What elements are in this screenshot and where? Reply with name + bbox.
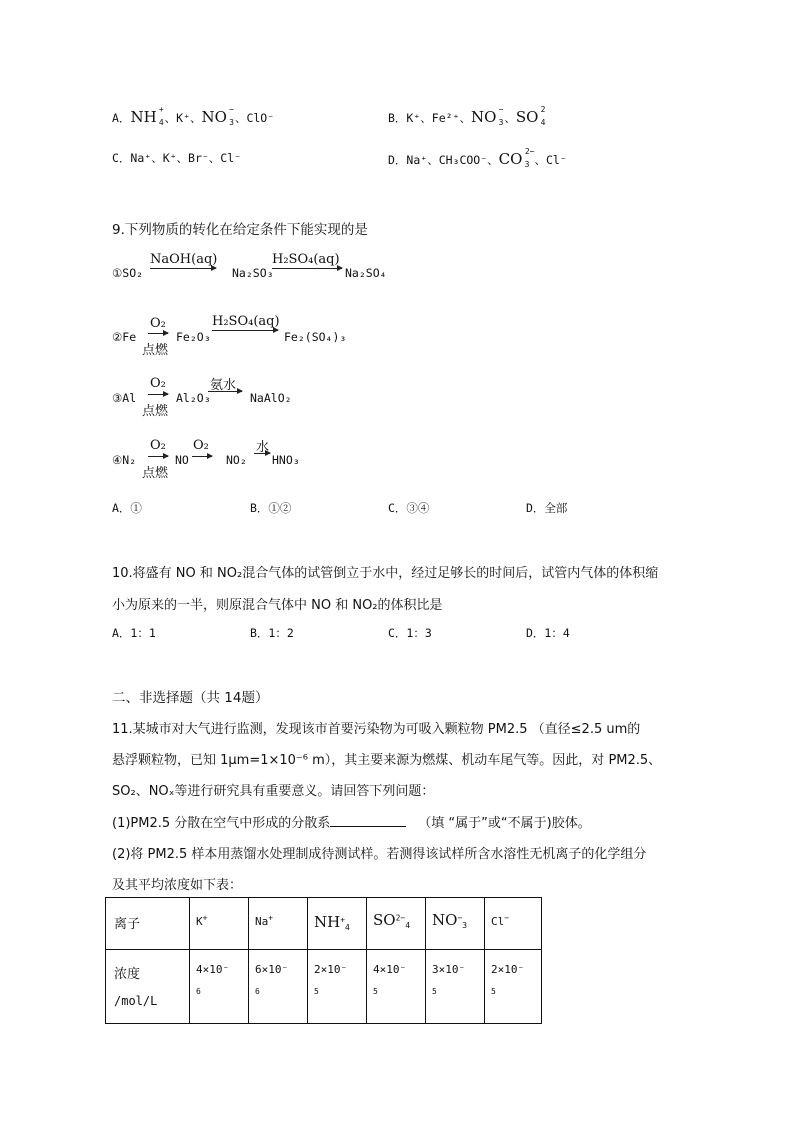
q9-r2-end: Fe₂(SO₄)₃: [284, 330, 347, 344]
q8-option-a-ion1: NH + 4: [130, 105, 164, 127]
q8-option-d-ion: CO 2− 3: [498, 147, 535, 169]
q10-option-d: D．1：4: [526, 626, 570, 640]
ion-value-k: 4×10⁻ 6: [190, 950, 249, 1024]
ion-header-so4: $SO^{2-}_4$: [367, 898, 426, 950]
q9-r3-cond1-top: O₂: [150, 376, 166, 391]
q11-line1: 11.某城市对大气进行监测，发现该市首要污染物为可吸入颗粒物 PM2.5 （直径≤2.5 um的: [112, 722, 641, 737]
ion-value-no3: 3×10⁻ 5: [426, 950, 485, 1024]
q9-r4-start: ④N₂: [112, 453, 137, 467]
q9-r2-cond2: H₂SO₄(aq): [212, 314, 280, 329]
ion-value-nh4: 2×10⁻ 5: [308, 950, 367, 1024]
ion-header-na: Na+: [249, 898, 308, 950]
q9-option-d: D．全部: [526, 501, 568, 515]
q9-r2-arrow2: [212, 330, 278, 331]
q8-option-c: C．Na⁺、K⁺、Br⁻、Cl⁻: [112, 151, 242, 165]
q8-option-b-ion2: SO 2 4: [515, 105, 546, 127]
q9-r4-cond3: 水: [256, 440, 270, 455]
q9-r3-arrow2: [208, 391, 242, 392]
ion-row-label-cell: [106, 950, 190, 1024]
q10-option-a: A．1：1: [112, 626, 156, 640]
q8-option-b-label: B．K⁺、Fe²⁺、: [388, 111, 471, 125]
ion-header-nh4: $NH^+_4$: [308, 898, 367, 950]
q8-option-d: D．Na⁺、CH₃COO⁻、CO 2− 3 、Cl⁻: [388, 147, 567, 169]
q9-r3-end: NaAlO₂: [250, 391, 292, 405]
q9-r1-cond2: H₂SO₄(aq): [272, 252, 340, 267]
ion-header-no3: $NO^-_3$: [426, 898, 485, 950]
q9-stem: 9.下列物质的转化在给定条件下能实现的是: [112, 222, 368, 238]
q9-r4-mid: NO: [175, 453, 189, 467]
q9-r3-mid: Al₂O₃: [176, 391, 211, 405]
ion-row-label-1: 浓度: [114, 967, 141, 982]
q11-part1: (1)PM2.5 分散在空气中形成的分散系 （填 “属于”或“不属于)胶体。: [112, 816, 591, 831]
q9-r1-end: Na₂SO₄: [345, 266, 387, 280]
ion-table-header-row: [106, 898, 542, 950]
ion-header-k: K+: [190, 898, 249, 950]
answer-blank[interactable]: [330, 814, 406, 827]
q9-r4-arrow1: [148, 456, 168, 457]
q11-line2: 悬浮颗粒物，已知 1μm=1×10⁻⁶ m），其主要来源为燃煤、机动车尾气等。因此，对 PM2.5、: [112, 753, 662, 768]
q8-option-a-ion2: NO − 3: [201, 105, 234, 127]
q9-r4-arrow2: [192, 456, 212, 457]
q8-option-a-label: A．: [112, 111, 131, 125]
q9-r2-start: ②Fe: [112, 330, 137, 344]
q9-r2-mid: Fe₂O₃: [176, 330, 211, 344]
q11-part2-line1: (2)将 PM2.5 样本用蒸馏水处理制成待测试样。若测得该试样所含水溶性无机离子的化学组分: [112, 847, 647, 862]
q10-option-c: C．1：3: [388, 626, 432, 640]
q9-r4-mid2: NO₂: [226, 453, 247, 467]
section-heading: 二、非选择题（共 14题）: [112, 690, 269, 706]
q9-option-a: A．①: [112, 501, 142, 515]
q8-option-b: B．K⁺、Fe²⁺、NO − 3 、SO 2 4: [388, 105, 546, 127]
ion-value-na: 6×10⁻ 6: [249, 950, 308, 1024]
q9-r1-arrow1: [150, 268, 216, 269]
q10-line2: 小为原来的一半，则原混合气体中 NO 和 NO₂的体积比是: [112, 598, 443, 613]
ion-value-cl: 2×10⁻ 5: [485, 950, 542, 1024]
q9-r3-cond1-bot: 点燃: [142, 404, 169, 419]
q9-r1-cond1: NaOH(aq): [150, 252, 218, 267]
q9-r3-cond2: 氨水: [210, 378, 237, 393]
ion-header-label: 离子: [114, 917, 141, 932]
q9-r4-cond1-bot: 点燃: [142, 466, 169, 481]
ion-row-label-2: /mol/L: [114, 994, 158, 1008]
q11-part2-line2: 及其平均浓度如下表：: [112, 878, 243, 893]
q9-r2-arrow1: [148, 333, 168, 334]
ion-table-value-row: [106, 950, 542, 1024]
ion-header-cl: Cl−: [485, 898, 542, 950]
q8-option-a: A．NH + 4 、K⁺、NO − 3 、ClO⁻: [112, 105, 275, 127]
q9-option-c: C．③④: [388, 501, 430, 515]
ion-table: [105, 897, 542, 1024]
q9-r2-cond1-top: O₂: [150, 316, 166, 331]
q9-r3-arrow1: [148, 394, 168, 395]
q11-line3: SO₂、NOₓ等进行研究具有重要意义。请回答下列问题：: [112, 784, 435, 799]
ion-value-so4: 4×10⁻ 5: [367, 950, 426, 1024]
q10-option-b: B．1：2: [250, 626, 294, 640]
q9-r1-arrow2: [272, 268, 342, 269]
q10-line1: 10.将盛有 NO 和 NO₂混合气体的试管倒立于水中，经过足够长的时间后，试管内气体的体积缩: [112, 566, 659, 581]
q9-r2-cond1-bot: 点燃: [142, 343, 169, 358]
q9-r1-start: ①SO₂: [112, 266, 144, 280]
q9-r4-end: HNO₃: [272, 453, 300, 467]
ion-header-label-cell: [106, 898, 190, 950]
q9-r4-cond1-top: O₂: [150, 438, 166, 453]
q9-r4-cond2: O₂: [193, 438, 209, 453]
q9-r4-arrow3: [254, 453, 270, 454]
q8-option-b-ion1: NO − 3: [470, 105, 504, 127]
q9-r3-start: ③Al: [112, 391, 137, 405]
q9-r1-mid: Na₂SO₃: [232, 266, 274, 280]
q9-option-b: B．①②: [250, 501, 292, 515]
